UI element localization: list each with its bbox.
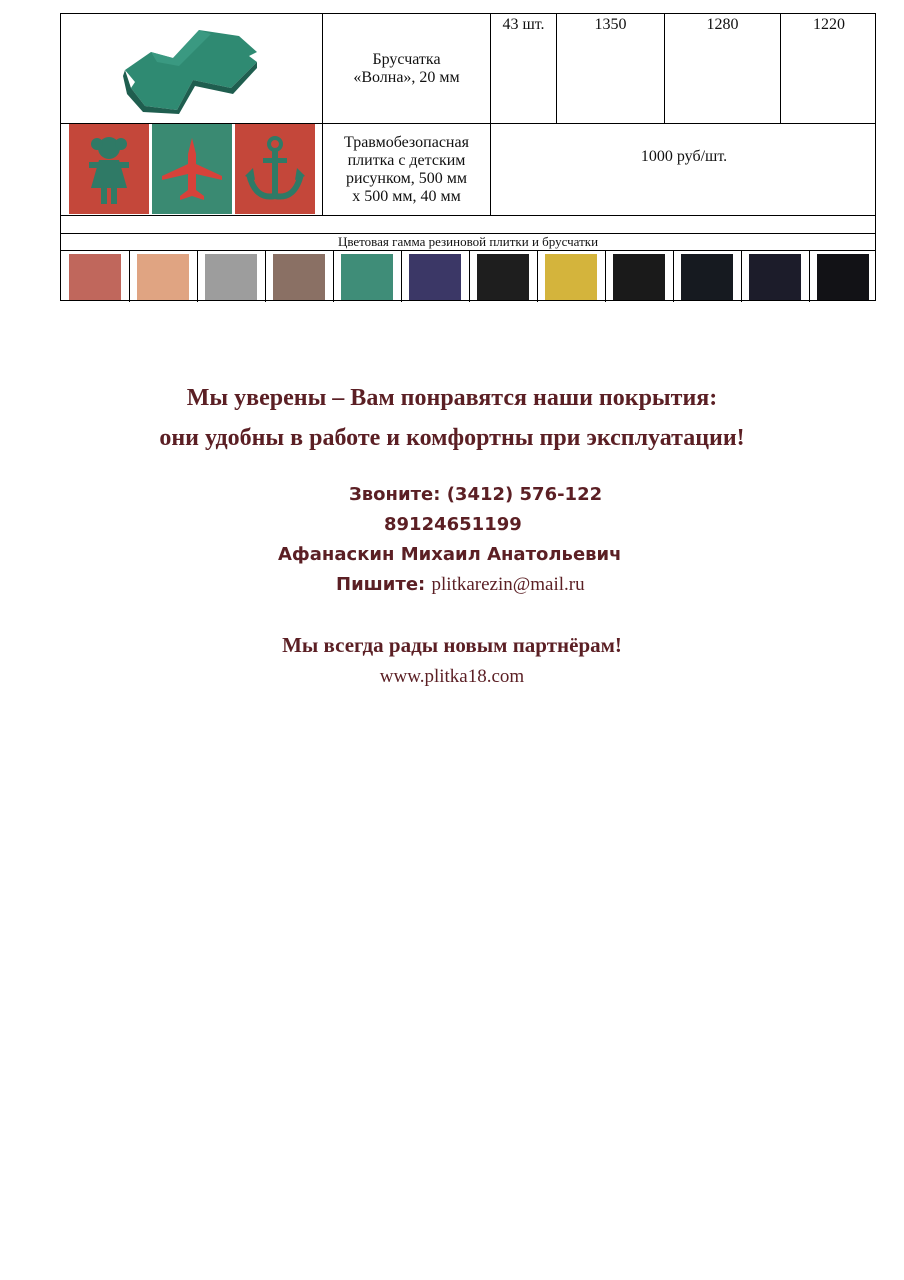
contact-mobile: 89124651199 xyxy=(384,514,522,535)
kids-tile-price: 1000 руб/шт. xyxy=(640,148,728,165)
color-swatch xyxy=(613,254,665,300)
table-row-paver xyxy=(61,14,875,124)
paver-qty: 43 шт. xyxy=(502,16,545,33)
girl-tile-icon xyxy=(69,124,149,214)
color-swatch xyxy=(409,254,461,300)
table-row-gamma-title xyxy=(61,234,875,251)
kids-tile-name-line2: плитка с детским xyxy=(347,151,466,169)
paver-name-line1: Брусчатка xyxy=(372,50,441,68)
swatch-divider xyxy=(129,251,130,302)
kids-tile-price-cell xyxy=(491,124,877,215)
swatch-divider xyxy=(265,251,266,302)
paver-name-line2: «Волна», 20 мм xyxy=(353,68,460,86)
kids-tile-name-line4: х 500 мм, 40 мм xyxy=(352,187,461,205)
paver-price-2: 1280 xyxy=(706,16,739,33)
kids-tile-name-line1: Травмобезопасная xyxy=(344,133,469,151)
kids-tile-image-cell xyxy=(61,124,323,215)
color-swatch xyxy=(273,254,325,300)
paver-image-cell xyxy=(61,14,323,123)
color-swatch xyxy=(205,254,257,300)
paver-price2-cell xyxy=(665,14,781,123)
swatch-divider xyxy=(741,251,742,302)
paver-price1-cell xyxy=(557,14,665,123)
color-swatch xyxy=(817,254,869,300)
swatch-divider xyxy=(809,251,810,302)
color-swatch xyxy=(545,254,597,300)
color-swatch xyxy=(477,254,529,300)
color-swatch xyxy=(137,254,189,300)
swatch-divider xyxy=(197,251,198,302)
green-wave-paver-icon xyxy=(61,14,323,122)
table-row-swatches xyxy=(61,251,875,302)
swatch-divider xyxy=(673,251,674,302)
contact-call: Звоните: (3412) 576-122 xyxy=(349,484,603,505)
table-row-kids-tile xyxy=(61,124,875,216)
write-label: Пишите: xyxy=(336,574,426,595)
contact-write xyxy=(336,574,585,596)
color-swatch xyxy=(69,254,121,300)
color-swatch xyxy=(749,254,801,300)
email-link[interactable]: plitkarezin@mail.ru xyxy=(431,574,585,595)
website-link[interactable]: www.plitka18.com xyxy=(379,666,525,687)
paver-price-1: 1350 xyxy=(594,16,627,33)
promo-line-1: Мы уверены – Вам понравятся наши покрытия: xyxy=(186,385,718,411)
gamma-title: Цветовая гамма резиновой плитки и брусчатки xyxy=(337,234,599,249)
kids-tile-name-cell xyxy=(323,124,491,215)
price-table xyxy=(60,13,876,301)
swatch-divider xyxy=(537,251,538,302)
table-row-empty xyxy=(61,216,875,234)
kids-tile-name-line3: рисунком, 500 мм xyxy=(345,169,468,187)
anchor-tile-icon xyxy=(235,124,315,214)
color-swatch xyxy=(341,254,393,300)
paver-price3-cell xyxy=(781,14,877,123)
color-swatch xyxy=(681,254,733,300)
paver-name-cell xyxy=(323,14,491,123)
paver-qty-cell xyxy=(491,14,557,123)
airplane-tile-icon xyxy=(152,124,232,214)
swatch-divider xyxy=(401,251,402,302)
promo-line-2: они удобны в работе и комфортны при эксплуатации! xyxy=(159,425,745,451)
swatch-divider xyxy=(333,251,334,302)
partners-line: Мы всегда рады новым партнёрам! xyxy=(282,633,622,657)
contact-person: Афанаскин Михаил Анатольевич xyxy=(278,544,622,565)
swatch-divider xyxy=(605,251,606,302)
swatch-divider xyxy=(469,251,470,302)
paver-price-3: 1220 xyxy=(813,16,845,33)
